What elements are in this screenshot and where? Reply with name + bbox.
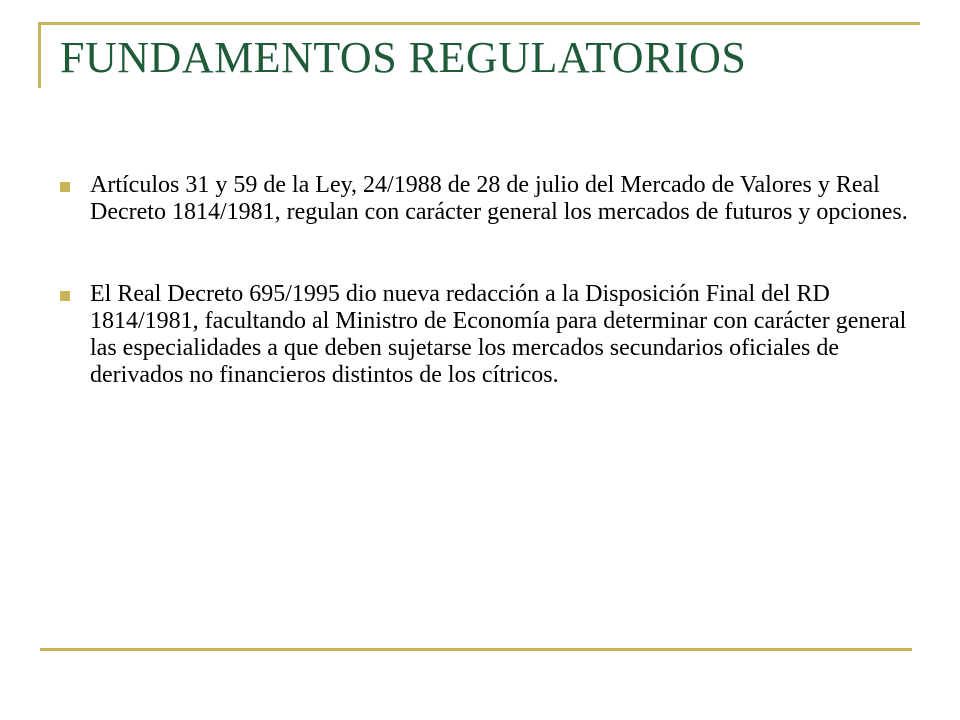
slide-title: FUNDAMENTOS REGULATORIOS	[60, 33, 747, 82]
square-bullet-icon	[60, 291, 70, 301]
bullet-text: Artículos 31 y 59 de la Ley, 24/1988 de 28 de julio del Mercado de Valores y Real Decreto 1814/1981, regulan con carácter general los mercados de futuros y opciones.	[90, 172, 908, 225]
bullet-list	[60, 172, 920, 389]
left-accent-rule	[38, 22, 41, 88]
top-accent-rule	[40, 22, 920, 25]
square-bullet-icon	[60, 182, 70, 192]
bullet-item	[60, 172, 920, 226]
bottom-accent-rule	[40, 648, 912, 651]
bullet-item	[60, 281, 920, 389]
bullet-text: El Real Decreto 695/1995 dio nueva redacción a la Disposición Final del RD 1814/1981, facultando al Ministro de Economía para determinar con carácter general las especialidades a que deben sujetarse los mercados secundarios oficiales de derivados no financieros distintos de los cítricos.	[90, 281, 907, 388]
